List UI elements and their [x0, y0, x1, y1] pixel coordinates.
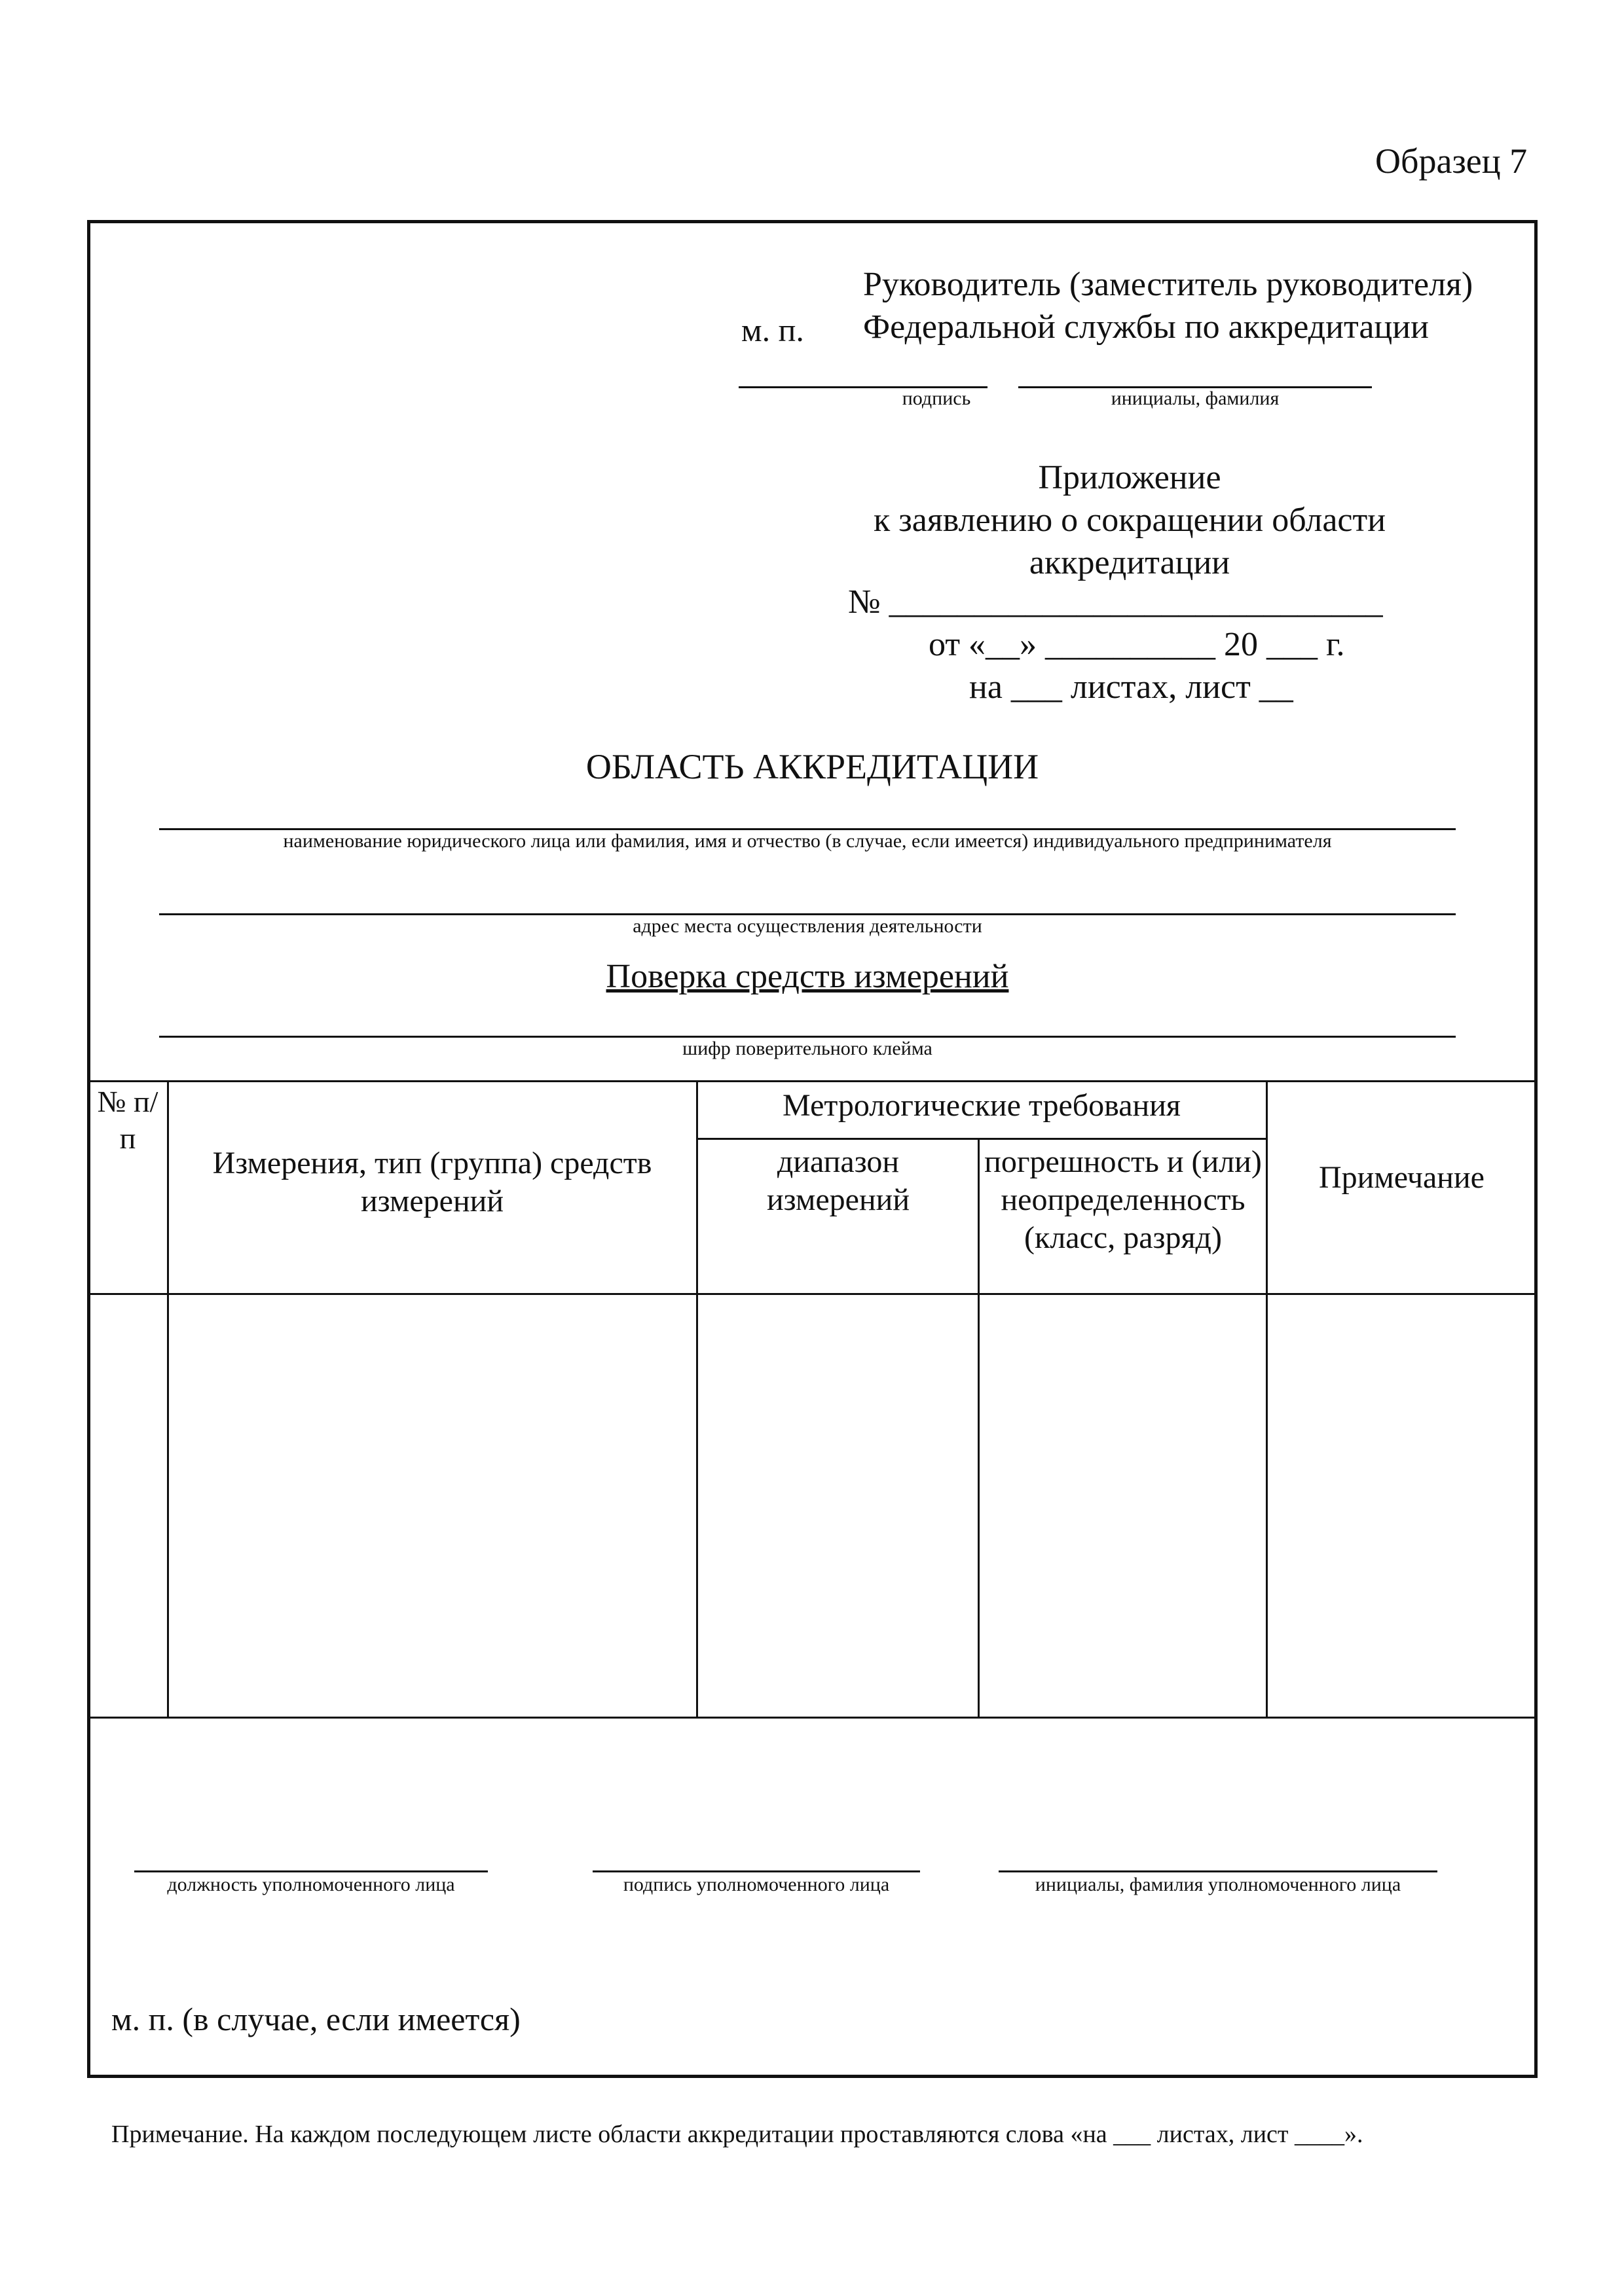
col-range-header: диапазон измерений [766, 1144, 910, 1217]
appendix-line-3: аккредитации [1029, 544, 1230, 581]
table-bottom-border [87, 1717, 1538, 1719]
table-col-divider-3 [978, 1138, 980, 1717]
sample-label: Образец 7 [1375, 141, 1528, 181]
signature-signature-caption: подпись уполномоченного лица [623, 1874, 890, 1895]
table-header-bottom [87, 1293, 1538, 1295]
signature-caption: подпись [902, 388, 971, 409]
appendix-date: от «__» __________ 20 ___ г. [929, 626, 1345, 663]
col-number-header: № п/п [97, 1085, 158, 1155]
footnote: Примечание. На каждом последующем листе области аккредитации проставляются слова «на ___ листах, лист ____». [111, 2121, 1363, 2148]
mp-label: м. п. [741, 312, 804, 348]
initials-signature-caption: инициалы, фамилия уполномоченного лица [1035, 1874, 1401, 1895]
legal-name-caption: наименование юридического лица или фамилия, имя и отчество (в случае, если имеется) индивидуального предпринимателя [283, 830, 1332, 852]
page-title: ОБЛАСТЬ АККРЕДИТАЦИИ [585, 747, 1039, 786]
position-line-1: Руководитель (заместитель руководителя) [863, 266, 1473, 303]
activity-title: Поверка средств измерений [606, 958, 1009, 995]
table-col-divider-4 [1266, 1080, 1268, 1717]
table-top-border [87, 1080, 1538, 1082]
table-col-divider-1 [167, 1080, 169, 1717]
signature-signature-line [593, 1870, 920, 1872]
initials-signature-line [999, 1870, 1437, 1872]
address-caption: адрес места осуществления деятельности [633, 915, 982, 937]
position-line-2: Федеральной службы по аккредитации [863, 308, 1429, 346]
position-signature-line [134, 1870, 488, 1872]
table-metro-divider [696, 1138, 1266, 1140]
appendix-number: № _____________________________ [848, 583, 1383, 621]
col-error-header: погрешность и (или) неопределенность (класс, разряд) [984, 1144, 1262, 1255]
initials-caption: инициалы, фамилия [1111, 388, 1280, 409]
appendix-title: Приложение [1038, 459, 1221, 496]
col-note-header: Примечание [1319, 1160, 1485, 1195]
appendix-sheets: на ___ листах, лист __ [969, 668, 1293, 706]
appendix-line-2: к заявлению о сокращении области [873, 501, 1386, 539]
table-col-divider-2 [696, 1080, 698, 1717]
seal-mp-label: м. п. (в случае, если имеется) [111, 2001, 521, 2037]
col-metro-header: Метрологические требования [783, 1088, 1181, 1123]
brand-code-caption: шифр поверительного клейма [682, 1038, 932, 1059]
position-signature-caption: должность уполномоченного лица [167, 1874, 455, 1895]
col-measurements-header: Измерения, тип (группа) средств измерений [212, 1146, 652, 1218]
